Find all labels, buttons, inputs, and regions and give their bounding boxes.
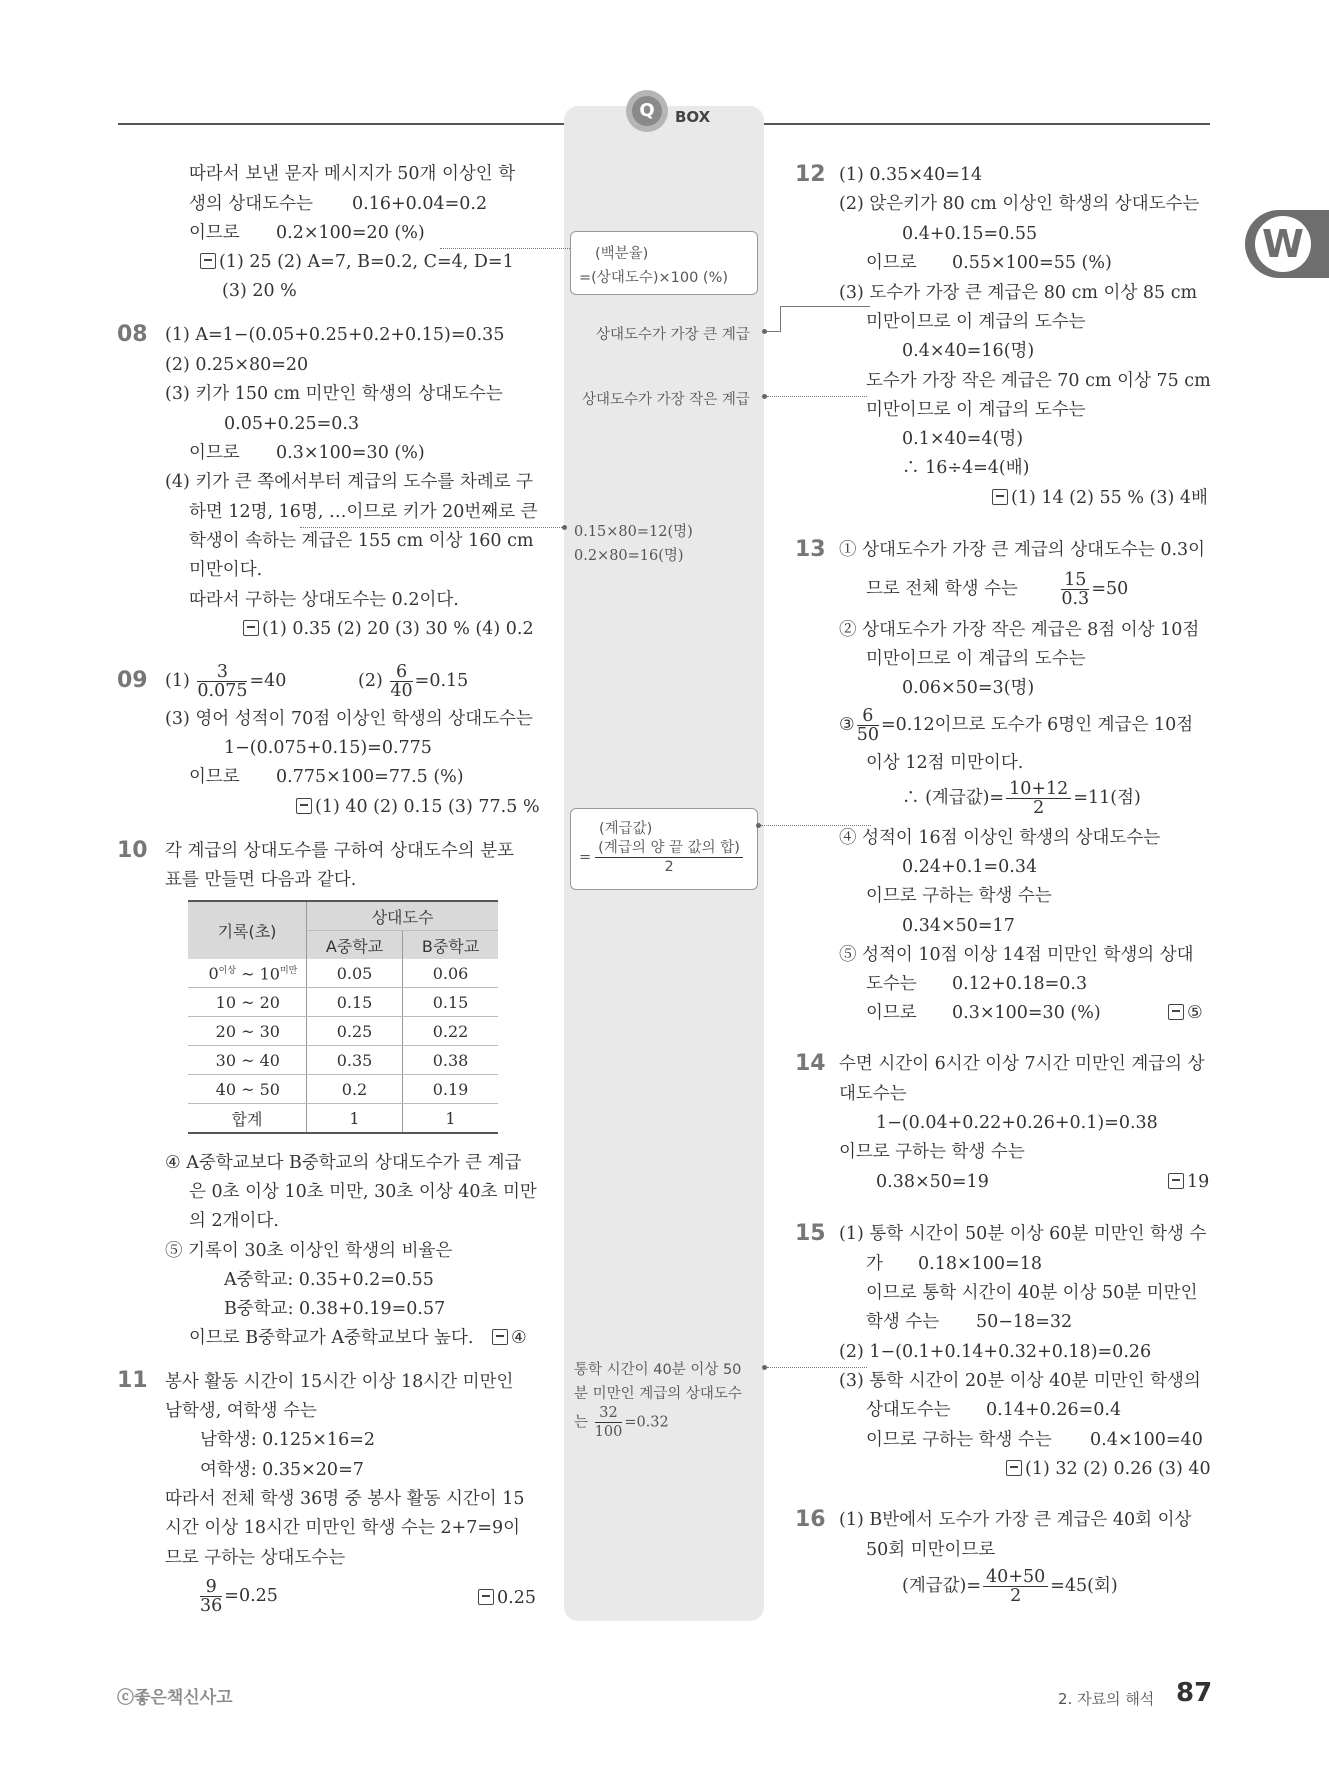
relative-frequency-b: 0.22: [403, 1017, 499, 1046]
header-rule-left: [118, 123, 564, 125]
relative-frequency-b: 0.19: [403, 1075, 499, 1104]
p15-answer-text: (1) 32 (2) 0.26 (3) 40: [1025, 1459, 1211, 1479]
p13-value: =50: [1091, 579, 1129, 599]
header-rule-right: [764, 123, 1210, 125]
p12-line: 도수가 가장 작은 계급은 70 cm 이상 75 cm: [866, 371, 1211, 391]
interval-separator: ~: [241, 1050, 255, 1070]
p08-line: 따라서 구하는 상대도수는 0.2이다.: [189, 590, 459, 610]
qbox-note-line: (백분율): [595, 246, 649, 262]
p13-text: ∴ (계급값)=: [902, 788, 1005, 808]
p15-line: 0.18×100=18: [918, 1254, 1042, 1274]
p13-line: [902, 780, 1141, 817]
p10-line: ⑤ 기록이 30초 이상인 학생의 비율은: [165, 1241, 453, 1261]
p13-fraction: [1006, 780, 1071, 817]
denominator: 50: [856, 725, 879, 745]
interval-high: 10: [259, 964, 280, 984]
p15-answer: [1006, 1459, 1211, 1479]
p10-line: ④ A중학교보다 B중학교의 상대도수가 큰 계급: [165, 1153, 522, 1173]
p11-line: [198, 1578, 278, 1615]
interval-low: 40: [215, 1079, 237, 1099]
p13-answer: [1168, 1003, 1203, 1023]
p08-line: 학생이 속하는 계급은 155 cm 이상 160 cm: [189, 531, 534, 551]
relative-frequency-a: 0.05: [307, 959, 403, 988]
answer-icon: [200, 253, 216, 269]
p13-text: 므로 전체 학생 수는: [866, 579, 1018, 599]
header-record: 기록(초): [188, 901, 307, 959]
answer-icon: [478, 1589, 494, 1605]
p13-value: =11(점): [1073, 788, 1141, 808]
problem-number: 16: [795, 1507, 826, 1532]
p13-line: 0.3×100=30 (%): [952, 1003, 1101, 1023]
p09-answer: [296, 797, 540, 817]
qbox-note-commute: [574, 1404, 669, 1441]
p12-answer-text: (1) 14 (2) 55 % (3) 4배: [1011, 488, 1208, 508]
interval-separator: ~: [241, 964, 255, 984]
relative-frequency-b: 0.38: [403, 1046, 499, 1075]
denominator: 36: [200, 1596, 223, 1616]
p09-line: [165, 663, 286, 700]
total-label: 합계: [188, 1104, 307, 1134]
connector-line: [767, 396, 867, 397]
connector-line: [780, 306, 870, 307]
relative-frequency-a: 0.2: [307, 1075, 403, 1104]
p11-line: 따라서 전체 학생 36명 중 봉사 활동 시간이 15: [165, 1489, 525, 1509]
p15-line: 이므로 통학 시간이 40분 이상 50분 미만인: [866, 1283, 1198, 1303]
p16-line: 50회 미만이므로: [866, 1540, 996, 1560]
problem-number: 13: [795, 537, 826, 562]
denominator: 2: [1033, 798, 1045, 818]
problem-number: 09: [117, 668, 148, 693]
connector-line: [767, 331, 781, 332]
p12-line: 미만이므로 이 계급의 도수는: [866, 312, 1086, 332]
p12-line: 0.4+0.15=0.55: [902, 224, 1038, 244]
interval-high-suffix: 미만: [279, 965, 298, 976]
p09-line: [358, 663, 468, 700]
p14-answer: [1168, 1172, 1209, 1192]
p11-line: 므로 구하는 상대도수는: [165, 1548, 346, 1568]
p12-line: 미만이므로 이 계급의 도수는: [866, 400, 1086, 420]
p13-line: 미만이므로 이 계급의 도수는: [866, 649, 1086, 669]
class-interval: [188, 959, 307, 988]
p15-line: 0.14+0.26=0.4: [986, 1400, 1122, 1420]
answer-icon: [1168, 1173, 1184, 1189]
p13-line: 이므로: [866, 1003, 917, 1023]
p08-line: 0.05+0.25=0.3: [224, 414, 360, 434]
qbox-note-commute: 통학 시간이 40분 이상 50: [574, 1362, 742, 1378]
p16-line: (1) B반에서 도수가 가장 큰 계급은 40회 이상: [839, 1510, 1192, 1530]
class-interval: [188, 988, 307, 1017]
class-interval: [188, 1017, 307, 1046]
p09-line: 0.775×100=77.5 (%): [276, 767, 464, 787]
p11-line: 여학생: 0.35×20=7: [200, 1460, 364, 1480]
p12-line: 0.4×40=16(명): [902, 341, 1035, 361]
p09-fraction: [197, 663, 247, 700]
relative-frequency-b: 0.06: [403, 959, 499, 988]
p07-line: 따라서 보낸 문자 메시지가 50개 이상인 학: [189, 164, 516, 184]
qbox-note-calc: 0.15×80=12(명): [574, 524, 693, 540]
p12-line: (3) 도수가 가장 큰 계급은 80 cm 이상 85 cm: [839, 283, 1198, 303]
connector-line: [767, 1367, 867, 1368]
class-interval: [188, 1075, 307, 1104]
qbox-fraction: [595, 1404, 623, 1441]
p08-answer-text: (1) 0.35 (2) 20 (3) 30 % (4) 0.2: [262, 619, 534, 639]
numerator: 6: [857, 707, 879, 726]
p08-line: 하면 12명, 16명, …이므로 키가 20번째로 큰: [189, 502, 538, 522]
numerator: 10+12: [1006, 780, 1071, 799]
header-school-a: A중학교: [307, 931, 403, 960]
p09-fraction: [390, 663, 412, 700]
answer-icon: [492, 1329, 508, 1345]
problem-number: 15: [795, 1221, 826, 1246]
denominator: 100: [594, 1424, 623, 1440]
p12-line: (2) 앉은키가 80 cm 이상인 학생의 상대도수는: [839, 194, 1200, 214]
denominator: 40: [390, 681, 413, 701]
p10-answer-text: ④: [511, 1328, 527, 1348]
p13-line: 이상 12점 미만이다.: [866, 753, 1024, 773]
p14-line: 1−(0.04+0.22+0.26+0.1)=0.38: [876, 1113, 1158, 1133]
header-relative-frequency: 상대도수: [307, 901, 499, 931]
p13-line: ① 상대도수가 가장 큰 계급의 상대도수는 0.3이: [839, 540, 1206, 560]
interval-high: 20: [259, 992, 280, 1012]
interval-high: 40: [259, 1050, 280, 1070]
p12-line: (1) 0.35×40=14: [839, 165, 983, 185]
interval-low: 20: [215, 1021, 237, 1041]
table-row: [188, 1017, 498, 1046]
p08-line: (3) 키가 150 cm 미만인 학생의 상대도수는: [165, 384, 503, 404]
p16-text: (계급값)=: [902, 1576, 982, 1596]
qbox-value: =0.32: [624, 1414, 669, 1431]
numerator: (계급의 양 끝 값의 합): [595, 839, 743, 858]
interval-low: 30: [215, 1050, 237, 1070]
qbox-note-line: (계급값): [599, 821, 653, 837]
numerator: 15: [1061, 571, 1089, 590]
footer-chapter: 2. 자료의 해석: [1058, 1690, 1155, 1708]
section-tab-logo: W: [1255, 216, 1311, 272]
p09-value: =0.15: [414, 671, 469, 691]
p15-line: 50−18=32: [976, 1312, 1073, 1332]
p15-line: 0.4×100=40: [1090, 1430, 1203, 1450]
relative-frequency-a: 0.35: [307, 1046, 403, 1075]
p11-line: 남학생, 여학생 수는: [165, 1401, 317, 1421]
problem-number: 11: [117, 1368, 148, 1393]
p10-line: 각 계급의 상대도수를 구하여 상대도수의 분포: [165, 841, 515, 861]
p08-line: (4) 키가 큰 쪽에서부터 계급의 도수를 차례로 구: [165, 472, 534, 492]
p07-line: 생의 상대도수는: [189, 194, 313, 214]
p08-answer: [243, 619, 534, 639]
qbox-fraction: [595, 839, 743, 876]
interval-low: 10: [215, 992, 237, 1012]
connector-line: [780, 306, 781, 331]
p08-line: (1) A=1−(0.05+0.25+0.2+0.15)=0.35: [165, 325, 505, 345]
p11-line: 봉사 활동 시간이 15시간 이상 18시간 미만인: [165, 1372, 514, 1392]
denominator: 0.075: [197, 681, 248, 701]
problem-number: 10: [117, 838, 148, 863]
connector-line: [440, 248, 570, 249]
interval-separator: ~: [241, 1079, 255, 1099]
qbox-note-commute: 분 미만인 계급의 상대도수: [574, 1386, 742, 1402]
numerator: 9: [200, 1578, 222, 1597]
answer-icon: [1168, 1004, 1184, 1020]
denominator: 2: [1010, 1586, 1022, 1606]
table-row: [188, 959, 498, 988]
numerator: 3: [197, 663, 247, 682]
p10-line: 표를 만들면 다음과 같다.: [165, 870, 357, 890]
qbox-note-line: =(상대도수)×100 (%): [579, 270, 729, 286]
p12-line: 0.55×100=55 (%): [952, 253, 1112, 273]
p08-line: 0.3×100=30 (%): [276, 443, 425, 463]
problem-number: 14: [795, 1051, 826, 1076]
p09-line: (3) 영어 성적이 70점 이상인 학생의 상대도수는: [165, 709, 533, 729]
p13-line: [866, 571, 1128, 608]
p14-answer-text: 19: [1187, 1172, 1210, 1192]
p15-line: 상대도수는: [866, 1400, 951, 1420]
answer-icon: [243, 620, 259, 636]
p15-line: (3) 통학 시간이 20분 이상 40분 미만인 학생의: [839, 1371, 1201, 1391]
numerator: 32: [595, 1404, 623, 1423]
interval-separator: ~: [241, 992, 255, 1012]
p14-line: 0.38×50=19: [876, 1172, 989, 1192]
p14-line: 대도수는: [839, 1084, 907, 1104]
p16-fraction: [983, 1568, 1048, 1605]
problem-number: 08: [117, 322, 148, 347]
p13-line: 이므로 구하는 학생 수는: [866, 886, 1052, 906]
p15-line: 학생 수는: [866, 1312, 940, 1332]
p13-line: [839, 707, 1193, 744]
p13-line: 도수는: [866, 974, 917, 994]
interval-high: 50: [259, 1079, 280, 1099]
total-a: 1: [307, 1104, 403, 1134]
connector-dot: [562, 525, 567, 530]
p14-line: 수면 시간이 6시간 이상 7시간 미만인 계급의 상: [839, 1054, 1205, 1074]
p15-line: (1) 통학 시간이 50분 이상 60분 미만인 학생 수: [839, 1224, 1207, 1244]
interval-low-suffix: 이상: [218, 965, 237, 976]
qbox-badge: [626, 90, 668, 132]
numerator: 6: [390, 663, 412, 682]
p07-answer: [200, 252, 514, 272]
p10-line: B중학교: 0.38+0.19=0.57: [224, 1299, 446, 1319]
p09-value: =40: [249, 671, 287, 691]
p11-value: =0.25: [224, 1586, 278, 1606]
table-row: [188, 988, 498, 1017]
page-number: 87: [1176, 1678, 1213, 1708]
p13-value: =0.12이므로 도수가 6명인 계급은 10점: [880, 715, 1194, 735]
total-b: 1: [403, 1104, 499, 1134]
p15-line: 가: [866, 1254, 883, 1274]
qbox-note-class-mark: [570, 808, 758, 890]
answer-icon: [296, 798, 312, 814]
p11-line: 남학생: 0.125×16=2: [200, 1430, 376, 1450]
p13-answer-text: ⑤: [1187, 1003, 1203, 1023]
answer-icon: [992, 489, 1008, 505]
p09-line: 이므로: [189, 767, 240, 787]
p12-line: 이므로: [866, 253, 917, 273]
p11-answer: [478, 1588, 536, 1608]
interval-low: 0: [208, 964, 219, 984]
relative-frequency-a: 0.25: [307, 1017, 403, 1046]
p07-line: 0.2×100=20 (%): [276, 223, 425, 243]
p08-line: 이므로: [189, 443, 240, 463]
p07-answer: (3) 20 %: [222, 281, 297, 301]
table-row: [188, 1075, 498, 1104]
p13-line: ② 상대도수가 가장 작은 계급은 8점 이상 10점: [839, 620, 1200, 640]
qbox-note-smallest: 상대도수가 가장 작은 계급: [582, 392, 750, 408]
p16-value: =45(회): [1050, 1576, 1118, 1596]
table-row: [188, 1046, 498, 1075]
p13-line: ④ 성적이 16점 이상인 학생의 상대도수는: [839, 828, 1161, 848]
p14-line: 이므로 구하는 학생 수는: [839, 1142, 1025, 1162]
p11-answer-text: 0.25: [497, 1588, 536, 1608]
qbox-note-calc: 0.2×80=16(명): [574, 548, 684, 564]
p07-line: 이므로: [189, 223, 240, 243]
qbox-label: BOX: [675, 108, 711, 126]
qbox-note-largest: 상대도수가 가장 큰 계급: [596, 327, 750, 343]
header-school-b: B중학교: [403, 931, 499, 960]
relative-frequency-a: 0.15: [307, 988, 403, 1017]
p10-line: A중학교: 0.35+0.2=0.55: [224, 1270, 434, 1290]
qbox-note-line: = $\frac{\text{(계급의 양 끝 값의 합)}}{2}$: [579, 839, 745, 876]
p08-line: 미만이다.: [189, 560, 263, 580]
denominator: 2: [664, 859, 674, 875]
p13-line: 0.34×50=17: [902, 916, 1015, 936]
connector-line: [300, 527, 562, 528]
interval-high: 30: [259, 1021, 280, 1041]
p13-line: 0.24+0.1=0.34: [902, 857, 1038, 877]
answer-icon: [1006, 1460, 1022, 1476]
p15-line: (2) 1−(0.1+0.14+0.32+0.18)=0.26: [839, 1342, 1152, 1362]
p09-label: (2): [358, 671, 383, 691]
p07-answer-text: (1) 25 (2) A=7, B=0.2, C=4, D=1: [219, 252, 514, 272]
relative-frequency-table: [188, 900, 498, 1134]
denominator: 0.3: [1061, 589, 1090, 609]
interval-separator: ~: [241, 1021, 255, 1041]
qbox-note-percentage: [570, 231, 758, 295]
p13-text: ③: [839, 715, 855, 735]
p12-answer: [992, 488, 1208, 508]
p08-line: (2) 0.25×80=20: [165, 355, 309, 375]
p11-line: 시간 이상 18시간 미만인 학생 수는 2+7=9이: [165, 1518, 521, 1538]
p13-line: 0.06×50=3(명): [902, 678, 1035, 698]
p13-line: 0.12+0.18=0.3: [952, 974, 1088, 994]
connector-line: [761, 825, 871, 826]
p07-line: 0.16+0.04=0.2: [352, 194, 488, 214]
p16-line: [902, 1568, 1118, 1605]
p10-answer: [492, 1328, 527, 1348]
p13-fraction: [857, 707, 879, 744]
relative-frequency-b: 0.15: [403, 988, 499, 1017]
p09-label: (1): [165, 671, 190, 691]
numerator: 40+50: [983, 1568, 1048, 1587]
p09-line: 1−(0.075+0.15)=0.775: [224, 738, 432, 758]
class-interval: [188, 1046, 307, 1075]
p15-line: 이므로 구하는 학생 수는: [866, 1430, 1052, 1450]
p12-line: 0.1×40=4(명): [902, 429, 1024, 449]
p10-line: 의 2개이다.: [189, 1211, 279, 1231]
p10-line: 은 0초 이상 10초 미만, 30초 이상 40초 미만: [189, 1182, 537, 1202]
p12-line: ∴ 16÷4=4(배): [902, 458, 1030, 478]
publisher-logo: ⓒ좋은책신사고: [117, 1688, 233, 1708]
p09-answer-text: (1) 40 (2) 0.15 (3) 77.5 %: [315, 797, 540, 817]
problem-number: 12: [795, 162, 826, 187]
p11-fraction: [200, 1578, 222, 1615]
qbox-text: 는: [574, 1414, 589, 1431]
p13-fraction: [1061, 571, 1089, 608]
qbox-badge-inner: Q: [632, 96, 662, 126]
p10-line: 이므로 B중학교가 A중학교보다 높다.: [189, 1328, 474, 1348]
p13-line: ⑤ 성적이 10점 이상 14점 미만인 학생의 상대: [839, 945, 1194, 965]
